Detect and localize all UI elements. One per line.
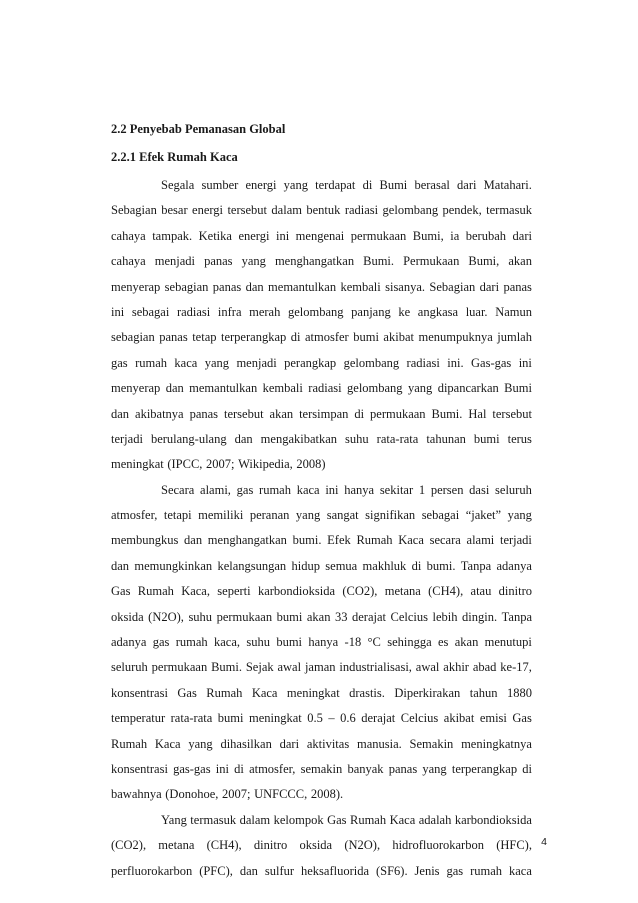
paragraph-line: meningkat (IPCC, 2007; Wikipedia, 2008) [111,457,326,472]
paragraph-line: Yang termasuk dalam kelompok Gas Rumah Kaca adalah karbondioksida [161,812,532,827]
paragraph-line: bawahnya (Donohoe, 2007; UNFCCC, 2008). [111,787,344,802]
paragraph-line: Segala sumber energi yang terdapat di Bumi berasal dari Matahari. [161,178,532,192]
paragraph-line: temperatur rata-rata bumi meningkat 0.5 – 0.6 derajat Celcius akibat emisi Gas [111,711,532,726]
paragraph-line: membungkus dan menghangatkan bumi. Efek Rumah Kaca secara alami terjadi [111,533,532,548]
paragraph [111,809,532,885]
paragraph-line: menyerap dan memantulkan kembali radiasi gelombang yang dipancarkan Bumi [111,381,532,396]
subsection-heading: 2.2.1 Efek Rumah Kaca [111,150,238,164]
paragraph [111,174,532,479]
paragraph-line: atmosfer, tetapi memiliki peranan yang sangat signifikan sebagai “jaket” yang [111,508,532,523]
paragraph-line: (CO2), metana (CH4), dinitro oksida (N2O), hidrofluorokarbon (HFC), [111,838,532,853]
paragraph-line: dan akibatnya panas tersebut akan tersimpan di permukaan Bumi. Hal tersebut [111,406,532,421]
paragraph-line: Secara alami, gas rumah kaca ini hanya sekitar 1 persen dasi seluruh [161,482,532,497]
paragraph-line: adanya gas rumah kaca, suhu bumi hanya -18 °C sehingga es akan menutupi [111,635,532,650]
paragraph-line: Sebagian besar energi tersebut dalam bentuk radiasi gelombang pendek, termasuk [111,203,532,218]
paragraph-line: oksida (N2O), suhu permukaan bumi akan 33 derajat Celcius lebih dingin. Tanpa [111,609,532,624]
paragraph-line: dan memungkinkan kelangsungan hidup semua makhluk di bumi. Tanpa adanya [111,558,532,573]
body-text [111,174,532,885]
paragraph-line: terjadi berulang-ulang dan mengakibatkan suhu rata-rata tahunan bumi terus [111,431,532,446]
paragraph-line: seluruh permukaan Bumi. Sejak awal jaman industrialisasi, awal akhir abad ke-17, [111,660,532,675]
paragraph-line: ini sebagai radiasi infra merah gelombang panjang ke angkasa luar. Namun [111,304,532,319]
paragraph-line: cahaya menjadi panas yang menghangatkan Bumi. Permukaan Bumi, akan [111,254,532,269]
section-heading: 2.2 Penyebab Pemanasan Global [111,122,286,136]
paragraph-line: Gas Rumah Kaca, seperti karbondioksida (CO2), metana (CH4), atau dinitro [111,584,532,599]
paragraph-line: konsentrasi Gas Rumah Kaca meningkat drastis. Diperkirakan tahun 1880 [111,685,532,700]
paragraph-line: gas rumah kaca yang menjadi perangkap gelombang radiasi ini. Gas-gas ini [111,355,532,370]
paragraph-line: Rumah Kaca yang dihasilkan dari aktivitas manusia. Semakin meningkatnya [111,736,532,751]
paragraph-line: perfluorokarbon (PFC), dan sulfur heksafluorida (SF6). Jenis gas rumah kaca [111,863,532,878]
paragraph-line: menyerap sebagian panas dan memantulkan kembali sisanya. Sebagian dari panas [111,279,532,294]
paragraph-line: cahaya tampak. Ketika energi ini mengenai permukaan Bumi, ia berubah dari [111,228,532,243]
page-number: 4 [541,836,547,848]
paragraph-line: konsentrasi gas-gas ini di atmosfer, semakin banyak panas yang terperangkap di [111,761,532,776]
paragraph-line: sebagian panas tetap terperangkap di atmosfer bumi akibat menumpuknya jumlah [111,330,532,345]
paragraph [111,479,532,809]
